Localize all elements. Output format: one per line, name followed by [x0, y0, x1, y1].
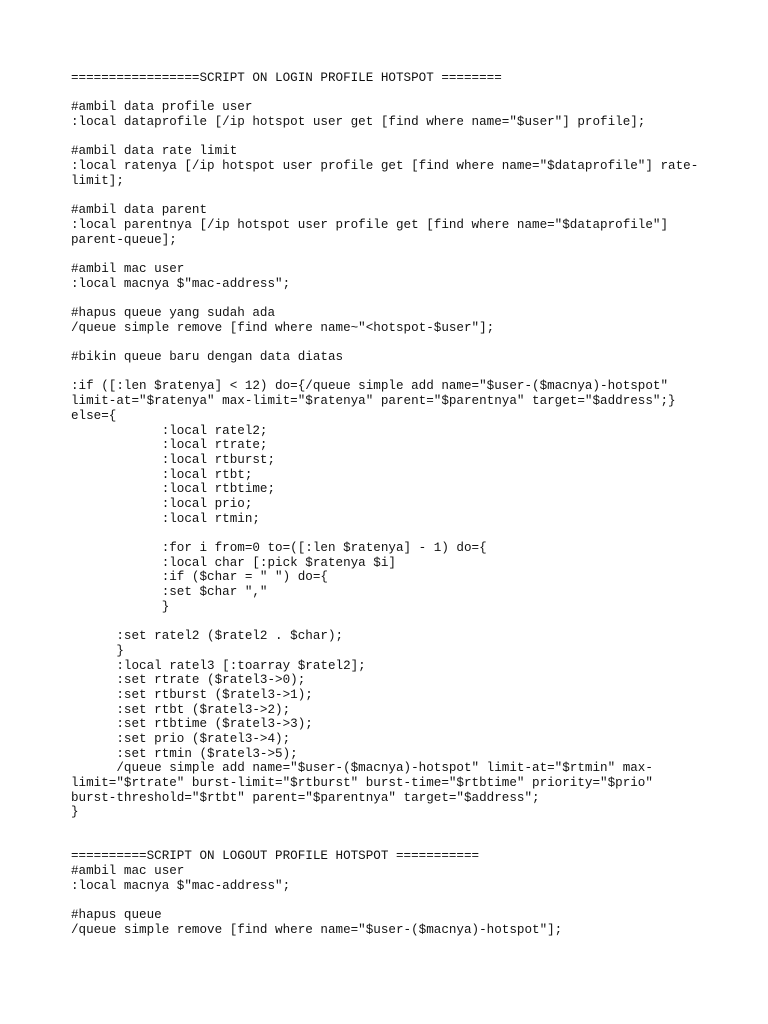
comment-line: #ambil data profile user: [71, 100, 253, 115]
logout-script-title: ==========SCRIPT ON LOGOUT PROFILE HOTSPOT ===========: [71, 849, 480, 864]
script-document: [71, 71, 711, 938]
code-line: :set prio ($ratel3->4);: [71, 731, 291, 746]
blank-line: [71, 335, 711, 350]
code-line: :local char [:pick $ratenya $i]: [71, 555, 396, 570]
blank-line: [71, 189, 711, 204]
comment-line: #bikin queue baru dengan data diatas: [71, 350, 344, 365]
login-script-title: =================SCRIPT ON LOGIN PROFILE HOTSPOT ========: [71, 71, 502, 85]
code-line: }: [71, 599, 170, 614]
code-line: /queue simple remove [find where name="$user-($macnya)-hotspot"];: [71, 922, 563, 937]
code-line: limit];: [71, 173, 124, 188]
code-line: :local prio;: [71, 496, 253, 511]
comment-line: #ambil data rate limit: [71, 144, 238, 159]
code-line: :local dataprofile [/ip hotspot user get [find where name="$user"] profile];: [71, 115, 646, 130]
code-line: else={: [71, 408, 117, 423]
code-line: /queue simple add name="$user-($macnya)-hotspot" limit-at="$rtmin" max-: [71, 761, 653, 776]
code-line: :set rtburst ($ratel3->1);: [71, 687, 313, 702]
code-line: :if ([:len $ratenya] < 12) do={/queue simple add name="$user-($macnya)-hotspot": [71, 379, 669, 394]
blank-line: [71, 820, 711, 835]
code-line: :local rtrate;: [71, 438, 268, 453]
code-line: limit="$rtrate" burst-limit="$rtburst" burst-time="$rtbtime" priority="$prio": [71, 776, 653, 790]
code-line: :set $char ",": [71, 585, 268, 600]
code-line: :local ratel3 [:toarray $ratel2];: [71, 658, 366, 673]
code-line: :set rtmin ($ratel3->5);: [71, 746, 298, 761]
code-line: :set rtbt ($ratel3->2);: [71, 702, 291, 717]
code-line: :set rtbtime ($ratel3->3);: [71, 717, 313, 732]
blank-line: [71, 365, 711, 380]
code-line: }: [71, 805, 79, 820]
blank-line: [71, 526, 711, 541]
comment-line: #ambil mac user: [71, 261, 185, 276]
code-line: :if ($char = " ") do={: [71, 570, 328, 585]
code-line: /queue simple remove [find where name~"<hotspot-$user"];: [71, 320, 495, 335]
code-line: :for i from=0 to=([:len $ratenya] - 1) do={: [71, 541, 487, 555]
code-line: :local macnya $"mac-address";: [71, 276, 291, 291]
code-line: parent-queue];: [71, 232, 177, 247]
blank-line: [71, 130, 711, 145]
code-line: :local rtbt;: [71, 467, 253, 482]
code-line: limit-at="$ratenya" max-limit="$ratenya" parent="$parentnya" target="$address";}: [71, 394, 676, 409]
comment-line: #ambil mac user: [71, 864, 185, 879]
code-line: :set rtrate ($ratel3->0);: [71, 673, 306, 688]
code-line: :local ratenya [/ip hotspot user profile get [find where name="$dataprofile"] rate-: [71, 159, 699, 174]
code-line: :local rtbtime;: [71, 482, 276, 497]
blank-line: [71, 835, 711, 850]
code-line: :local rtmin;: [71, 511, 260, 526]
code-line: :local parentnya [/ip hotspot user profile get [find where name="$dataprofile"]: [71, 217, 669, 232]
comment-line: #hapus queue: [71, 908, 162, 923]
blank-line: [71, 291, 711, 306]
blank-line: [71, 894, 711, 909]
blank-line: [71, 86, 711, 101]
comment-line: #hapus queue yang sudah ada: [71, 306, 276, 320]
code-line: :local macnya $"mac-address";: [71, 878, 291, 893]
code-line: burst-threshold="$rtbt" parent="$parentnya" target="$address";: [71, 790, 540, 805]
code-line: :set ratel2 ($ratel2 . $char);: [71, 629, 344, 644]
comment-line: #ambil data parent: [71, 203, 208, 218]
blank-line: [71, 614, 711, 629]
code-line: :local ratel2;: [71, 423, 268, 438]
code-line: }: [71, 643, 124, 658]
code-line: :local rtburst;: [71, 452, 276, 467]
blank-line: [71, 247, 711, 262]
